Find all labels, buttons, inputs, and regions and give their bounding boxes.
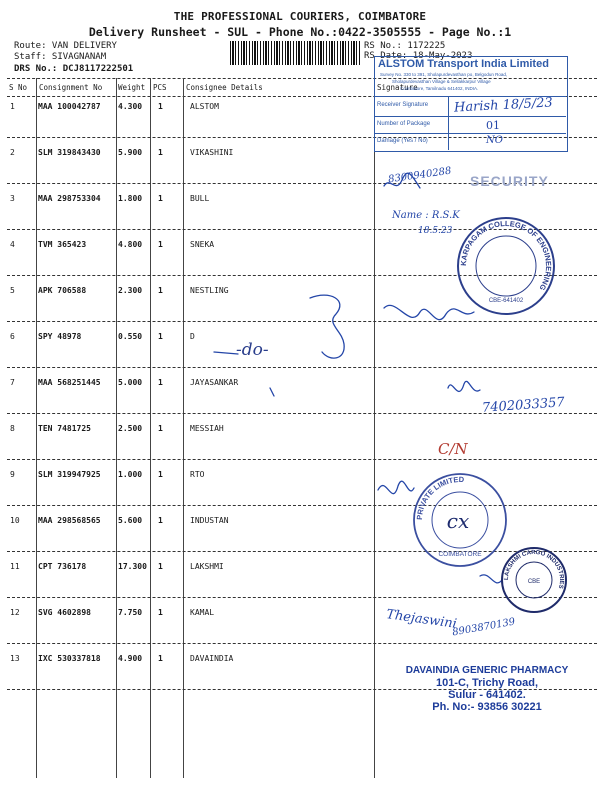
cell-consignee: JAYASANKAR	[190, 378, 239, 387]
handwritten-signature: Thejaswini	[385, 607, 458, 632]
cell-sno: 6	[10, 332, 15, 341]
ditto-mark: -do-	[236, 340, 269, 360]
cell-pcs: 1	[158, 608, 163, 617]
cell-pcs: 1	[158, 654, 163, 663]
cell-pcs: 1	[158, 424, 163, 433]
cell-consignment: SLM 319947925	[38, 470, 101, 479]
lakshmi-stamp-text: LAKSHMI CARGO INDUSTRIES	[503, 549, 565, 590]
cell-weight: 4.800	[118, 240, 143, 249]
cell-sno: 12	[10, 608, 20, 617]
receiver-signature: Harish 18/5/23	[453, 95, 554, 116]
cell-pcs: 1	[158, 516, 163, 525]
cell-weight: 5.900	[118, 148, 143, 157]
staff-label: Staff: SIVAGNANAM	[14, 52, 107, 62]
college-round-stamp	[454, 214, 558, 318]
cell-consignment: SLM 319843430	[38, 148, 101, 157]
cell-sno: 8	[10, 424, 15, 433]
packages-label: Number of Package	[377, 121, 431, 127]
cell-sno: 7	[10, 378, 15, 387]
handwritten-date: 18.5.23	[418, 226, 453, 236]
cell-consignment: TVM 365423	[38, 240, 87, 249]
cell-weight: 0.550	[118, 332, 143, 341]
pharmacy-phone: Ph. No:- 93856 30221	[432, 701, 542, 713]
college-stamp-text: KARPAGAM COLLEGE OF ENGINEERING	[458, 218, 554, 293]
pharmacy-address: Sulur - 641402.	[448, 689, 526, 701]
cell-consignee: SNEKA	[190, 240, 215, 249]
cell-sno: 5	[10, 286, 15, 295]
cell-weight: 7.750	[118, 608, 143, 617]
signature-scribble	[384, 173, 420, 188]
lakshmi-round-stamp	[500, 546, 568, 614]
drs-number: DRS No.: DCJ8117222501	[14, 64, 134, 74]
cell-sno: 4	[10, 240, 15, 249]
cell-pcs: 1	[158, 286, 163, 295]
rs-number: RS No.: 1172225	[364, 41, 446, 51]
signature-scribble	[448, 381, 480, 391]
col-header-sno: S No	[9, 83, 28, 92]
cell-pcs: 1	[158, 240, 163, 249]
cell-pcs: 1	[158, 102, 163, 111]
college-stamp-pin: CBE-641402	[488, 298, 524, 304]
cell-pcs: 1	[158, 148, 163, 157]
cell-consignment: TEN 7481725	[38, 424, 91, 433]
cell-sno: 2	[10, 148, 15, 157]
cell-consignment: SVG 4602898	[38, 608, 91, 617]
col-header-weight: Weight	[118, 83, 146, 92]
cell-consignment: SPY 48978	[38, 332, 82, 341]
pharmacy-name: DAVAINDIA GENERIC PHARMACY	[405, 665, 569, 676]
cell-pcs: 1	[158, 562, 163, 571]
cell-sno: 13	[10, 654, 20, 663]
cell-consignment: MAA 568251445	[38, 378, 101, 387]
cell-consignee: DAVAINDIA	[190, 654, 234, 663]
col-header-consignment: Consignment No	[39, 83, 103, 92]
signature-scribble	[270, 388, 274, 396]
route-label: Route: VAN DELIVERY	[14, 41, 117, 51]
cn-mark: C/N	[438, 440, 468, 458]
cell-weight: 5.000	[118, 378, 143, 387]
cell-consignment: MAA 100042787	[38, 102, 101, 111]
cell-consignment: MAA 298568565	[38, 516, 101, 525]
runsheet-subtitle: Delivery Runsheet - SUL - Phone No.:0422-3505555 - Page No.:1	[88, 25, 512, 39]
cell-pcs: 1	[158, 378, 163, 387]
lakshmi-stamp-city: CBE	[527, 579, 541, 585]
cell-consignee: NESTLING	[190, 286, 229, 295]
alstom-stamp-title: ALSTOM Transport India Limited	[378, 58, 549, 70]
cell-weight: 2.300	[118, 286, 143, 295]
handwritten-name: Name : R.S.K	[392, 210, 460, 221]
signature-scribble	[378, 481, 414, 493]
packages-value: 01	[486, 119, 500, 132]
damage-value: NO	[486, 135, 503, 146]
cell-consignment: MAA 298753304	[38, 194, 101, 203]
cell-sno: 3	[10, 194, 15, 203]
cell-weight: 17.300	[118, 562, 147, 571]
signature-scribble	[480, 575, 502, 583]
security-stamp: SECURITY	[470, 173, 549, 189]
cell-consignee: LAKSHMI	[190, 562, 224, 571]
cell-consignment: IXC 530337818	[38, 654, 101, 663]
handwritten-phone: 8300940288	[387, 165, 453, 186]
col-header-signature: Signature	[377, 83, 418, 92]
alstom-stamp-address: Survey No. 330 to 391, Sholapurdevasthan po, Belgodun Road,	[380, 72, 508, 77]
cell-weight: 5.600	[118, 516, 143, 525]
cell-pcs: 1	[158, 194, 163, 203]
cell-weight: 4.300	[118, 102, 143, 111]
cell-sno: 9	[10, 470, 15, 479]
cell-consignee: BULL	[190, 194, 210, 203]
ltd-stamp-text: PRIVATE LIMITED	[414, 474, 465, 521]
cell-weight: 1.000	[118, 470, 143, 479]
cell-consignee: D	[190, 332, 195, 341]
cell-consignee: RTO	[190, 470, 205, 479]
cell-consignee: MESSIAH	[190, 424, 224, 433]
cell-sno: 10	[10, 516, 20, 525]
cell-sno: 11	[10, 562, 20, 571]
cell-pcs: 1	[158, 332, 163, 341]
cell-consignment: APK 706588	[38, 286, 87, 295]
signature-scribble	[310, 295, 344, 358]
alstom-stamp-address: Sholapurdevasthan Village & Sellakkarpur Village	[392, 79, 491, 84]
cell-consignee: KAMAL	[190, 608, 215, 617]
receiver-signature-label: Receiver Signature	[377, 102, 429, 108]
cell-weight: 2.500	[118, 424, 143, 433]
ltd-stamp-city: COIMBATORE	[438, 551, 482, 558]
ltd-round-stamp	[410, 470, 510, 570]
cell-consignment: CPT 736178	[38, 562, 87, 571]
cell-pcs: 1	[158, 470, 163, 479]
signature-scribble	[214, 352, 238, 354]
cell-weight: 1.800	[118, 194, 143, 203]
cell-sno: 1	[10, 102, 15, 111]
cell-weight: 4.900	[118, 654, 143, 663]
cell-consignee: ALSTOM	[190, 102, 219, 111]
rs-date: RS Date: 18-May-2023	[364, 51, 473, 61]
handwritten-phone: 8903870139	[451, 616, 517, 639]
handwritten-phone: 7402033357	[481, 395, 566, 416]
pharmacy-address: 101-C, Trichy Road,	[435, 677, 539, 689]
col-header-pcs: PCS	[153, 83, 167, 92]
svg-text:cx: cx	[446, 509, 470, 533]
col-header-consignee: Consignee Details	[186, 83, 263, 92]
cell-consignee: INDUSTAN	[190, 516, 229, 525]
damage-label: Damage (Yes / No)	[377, 138, 428, 144]
company-title: THE PROFESSIONAL COURIERS, COIMBATORE	[173, 10, 427, 23]
cell-consignee: VIKASHINI	[190, 148, 234, 157]
alstom-stamp-address: Coimbatore, Tamilnadu 641402, INDIA.	[400, 86, 479, 91]
